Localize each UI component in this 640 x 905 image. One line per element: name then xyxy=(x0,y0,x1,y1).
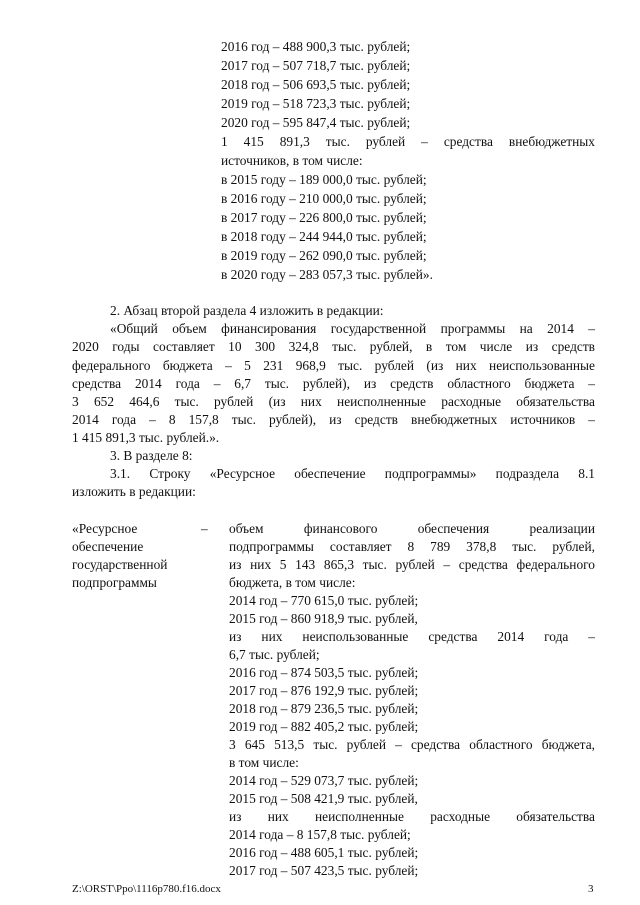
table-right-cell: 2014 года – 8 157,8 тыс. рублей; xyxy=(229,827,411,842)
list-line: в 2017 году – 226 800,0 тыс. рублей; xyxy=(221,210,427,225)
table-right-cell: 2017 год – 507 423,5 тыс. рублей; xyxy=(229,863,419,878)
table-right-cell: из них неиспользованные средства 2014 года – xyxy=(229,629,595,644)
table-right-cell: 2015 год – 860 918,9 тыс. рублей, xyxy=(229,611,418,626)
table-right-cell: 2018 год – 879 236,5 тыс. рублей; xyxy=(229,701,419,716)
table-left-cell: обеспечение xyxy=(72,539,144,554)
page-number: 3 xyxy=(588,883,594,895)
table-right-cell: 6,7 тыс. рублей; xyxy=(229,647,320,662)
section-heading: 2. Абзац второй раздела 4 изложить в редакции: xyxy=(110,303,384,318)
list-line: 2016 год – 488 900,3 тыс. рублей; xyxy=(221,39,411,54)
footer-file-path: Z:\ORST\Ppo\1116p780.f16.docx xyxy=(72,883,221,895)
table-right-cell: 2015 год – 508 421,9 тыс. рублей, xyxy=(229,791,418,806)
paragraph-line: 1 415 891,3 тыс. рублей.». xyxy=(72,430,220,445)
table-right-cell: 3 645 513,5 тыс. рублей – средства областного бюджета, xyxy=(229,737,595,752)
list-line: источников, в том числе: xyxy=(221,153,363,168)
paragraph-line: 2020 годы составляет 10 300 324,8 тыс. рублей, в том числе из средств xyxy=(72,339,595,354)
list-line: 2020 год – 595 847,4 тыс. рублей; xyxy=(221,115,411,130)
table-right-cell: из них неисполненные расходные обязательства xyxy=(229,809,595,824)
list-line: 2019 год – 518 723,3 тыс. рублей; xyxy=(221,96,411,111)
paragraph-line: 3 652 464,6 тыс. рублей (из них неисполненные расходные обязательства xyxy=(72,394,595,409)
paragraph-line: средства 2014 года – 6,7 тыс. рублей), из средств областного бюджета – xyxy=(72,376,595,391)
table-left-cell: «Ресурсное xyxy=(72,521,138,536)
list-line: в 2020 году – 283 057,3 тыс. рублей». xyxy=(221,267,433,282)
table-left-cell: государственной xyxy=(72,557,168,572)
table-dash: – xyxy=(201,521,208,536)
paragraph-line: «Общий объем финансирования государственной программы на 2014 – xyxy=(110,321,595,336)
paragraph-line: изложить в редакции: xyxy=(72,484,196,499)
table-right-cell: объем финансового обеспечения реализации xyxy=(229,521,595,536)
table-right-cell: 2017 год – 876 192,9 тыс. рублей; xyxy=(229,683,419,698)
table-right-cell: 2016 год – 874 503,5 тыс. рублей; xyxy=(229,665,419,680)
list-line: в 2015 году – 189 000,0 тыс. рублей; xyxy=(221,172,427,187)
list-line: в 2016 году – 210 000,0 тыс. рублей; xyxy=(221,191,427,206)
paragraph-line: 3.1. Строку «Ресурсное обеспечение подпрограммы» подраздела 8.1 xyxy=(110,466,595,481)
section-heading: 3. В разделе 8: xyxy=(110,448,193,463)
list-line: в 2018 году – 244 944,0 тыс. рублей; xyxy=(221,229,427,244)
table-right-cell: в том числе: xyxy=(229,755,299,770)
table-right-cell: 2014 год – 770 615,0 тыс. рублей; xyxy=(229,593,419,608)
paragraph-line: федерального бюджета – 5 231 968,9 тыс. рублей (из них неиспользованные xyxy=(72,358,595,373)
table-right-cell: подпрограммы составляет 8 789 378,8 тыс. рублей, xyxy=(229,539,595,554)
table-right-cell: 2016 год – 488 605,1 тыс. рублей; xyxy=(229,845,419,860)
table-right-cell: бюджета, в том числе: xyxy=(229,575,356,590)
list-line: 2018 год – 506 693,5 тыс. рублей; xyxy=(221,77,411,92)
paragraph-line: 2014 года – 8 157,8 тыс. рублей), из средств внебюджетных источников – xyxy=(72,412,595,427)
list-line: 1 415 891,3 тыс. рублей – средства внебюджетных xyxy=(221,134,595,149)
table-left-cell: подпрограммы xyxy=(72,575,157,590)
list-line: 2017 год – 507 718,7 тыс. рублей; xyxy=(221,58,411,73)
table-right-cell: 2014 год – 529 073,7 тыс. рублей; xyxy=(229,773,419,788)
table-right-cell: из них 5 143 865,3 тыс. рублей – средства федерального xyxy=(229,557,595,572)
list-line: в 2019 году – 262 090,0 тыс. рублей; xyxy=(221,248,427,263)
table-right-cell: 2019 год – 882 405,2 тыс. рублей; xyxy=(229,719,419,734)
